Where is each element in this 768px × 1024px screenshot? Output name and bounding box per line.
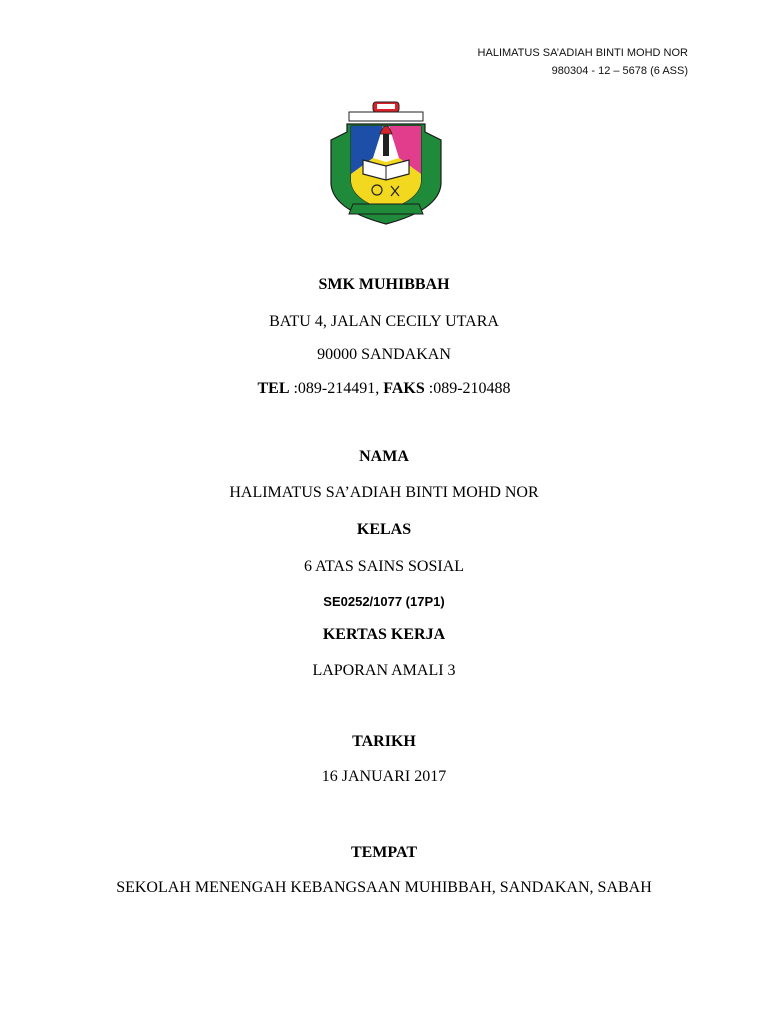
paper-value: LAPORAN AMALI 3	[312, 662, 456, 679]
fax-label: FAKS	[383, 380, 425, 397]
paper-label: KERTAS KERJA	[322, 626, 446, 643]
school-address-line1: BATU 4, JALAN CECILY UTARA	[269, 313, 499, 330]
header-student-name: HALIMATUS SA’ADIAH BINTI MOHD NOR	[477, 47, 688, 59]
school-name: SMK MUHIBBAH	[318, 276, 450, 293]
tel-value: :089-214491,	[289, 380, 384, 397]
name-label: NAMA	[359, 448, 409, 465]
school-crest-logo	[327, 100, 445, 228]
class-label: KELAS	[356, 521, 412, 538]
class-value: 6 ATAS SAINS SOSIAL	[303, 558, 465, 575]
tel-label: TEL	[257, 380, 290, 397]
name-value: HALIMATUS SA’ADIAH BINTI MOHD NOR	[229, 484, 539, 501]
header-ic-number: 980304 - 12 – 5678 (6 ASS)	[551, 65, 688, 77]
fax-value: :089-210488	[424, 380, 511, 397]
place-value: SEKOLAH MENENGAH KEBANGSAAN MUHIBBAH, SANDAKAN, SABAH	[116, 879, 652, 896]
date-value: 16 JANUARI 2017	[321, 768, 447, 785]
place-label: TEMPAT	[350, 844, 418, 861]
school-address-line2: 90000 SANDAKAN	[317, 346, 451, 363]
class-code: SE0252/1077 (17P1)	[323, 594, 445, 609]
school-contact-line	[0, 380, 768, 398]
date-label: TARIKH	[352, 733, 416, 750]
